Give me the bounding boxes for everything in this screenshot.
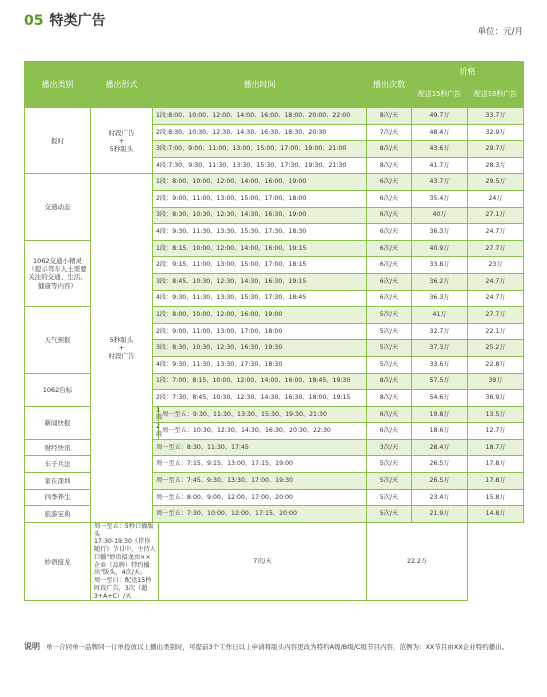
- time-cell: 1段：8:00、10:00、12:00、16:00、19:00: [153, 307, 367, 324]
- header-form: 播出形式: [91, 62, 153, 108]
- price-15s-cell: 49.7万: [412, 108, 468, 125]
- price-10s-cell: 39万: [468, 373, 524, 390]
- price-cell: 22.2万: [367, 522, 468, 601]
- price-10s-cell: 22.8万: [468, 356, 524, 373]
- count-cell: 5次/天: [367, 323, 412, 340]
- time-cell: 周一至五：7:30、10:00、12:00、17:15、20:00: [153, 506, 367, 523]
- form-cell-1: [91, 108, 153, 174]
- form-line: 5秒版头: [109, 144, 134, 153]
- count-cell: 5次/天: [367, 456, 412, 473]
- category-cell: 交通动态: [25, 174, 91, 240]
- price-10s-cell: 17.8万: [468, 456, 524, 473]
- price-15s-cell: 40.9万: [412, 240, 468, 257]
- price-15s-cell: 28.4万: [412, 439, 468, 456]
- price-10s-cell: 27.1万: [468, 207, 524, 224]
- price-10s-cell: 29.5万: [468, 174, 524, 191]
- count-cell: 6次/天: [367, 174, 412, 191]
- time-cell: 3段:7:00、9:00、11:00、13:00、15:00、17:00、19:00、21:00: [153, 141, 367, 158]
- price-10s-cell: 29.7万: [468, 141, 524, 158]
- time-cell: 周一至五：8:30、11:30、17:45: [153, 439, 367, 456]
- count-cell: 6次/天: [367, 257, 412, 274]
- price-15s-cell: 21.9万: [412, 506, 468, 523]
- time-cell: 2段：9:00、11:00、13:00、17:00、18:00: [153, 323, 367, 340]
- price-10s-cell: 24万: [468, 190, 524, 207]
- category-cell: 新闻快报: [25, 406, 91, 439]
- price-15s-cell: 32.7万: [412, 323, 468, 340]
- footnote: [24, 641, 523, 653]
- count-cell: 8次/天: [367, 108, 412, 125]
- price-10s-cell: 15.8万: [468, 489, 524, 506]
- price-10s-cell: 28.3万: [468, 157, 524, 174]
- time-cell: 2段：9:00、11:00、13:00、15:00、17:00、18:00: [153, 190, 367, 207]
- count-cell: 8次/天: [367, 373, 412, 390]
- price-15s-cell: 33.6万: [412, 356, 468, 373]
- time-cell: 4段：9:30、11:30、13:30、15:30、17:30、18:45: [153, 290, 367, 307]
- price-15s-cell: 48.4万: [412, 124, 468, 141]
- time-cell: 2段：7:30、8:45、10:30、12:30、14:30、16:30、18:00、19:15: [153, 390, 367, 407]
- form-line: +: [118, 136, 125, 145]
- segment-cell: 1段: [153, 406, 159, 423]
- time-cell: 周一至五：7:45、9:30、13:30、17:00、19:30: [153, 473, 367, 490]
- price-15s-cell: 57.5万: [412, 373, 468, 390]
- header-price: 价格: [412, 62, 524, 82]
- category-cell: 妙语接龙: [25, 522, 91, 601]
- time-cell: 1段：8:00、10:00、12:00、14:00、16:00、19:00: [153, 174, 367, 191]
- time-line: 17:30-19:30《伴你随行》节目中，主持人口播"妙语接龙由××企业（品牌）特约播出"版头，4次/天。: [94, 538, 156, 577]
- price-10s-cell: 24.7万: [468, 224, 524, 241]
- count-cell: 8次/天: [367, 157, 412, 174]
- price-10s-cell: 13.5万: [468, 406, 524, 423]
- category-cell: 报时: [25, 108, 91, 174]
- time-cell: 4段：9:30、11:30、13:30、17:30、18:30: [153, 356, 367, 373]
- price-15s-cell: 54.6万: [412, 390, 468, 407]
- price-10s-cell: 22.1万: [468, 323, 524, 340]
- price-15s-cell: 36.2万: [412, 273, 468, 290]
- count-cell: 5次/天: [367, 307, 412, 324]
- count-cell: 6次/天: [367, 224, 412, 241]
- time-cell: 1段:8:00、10:00、12:00、14:00、16:00、18:00、20:00、22:00: [153, 108, 367, 125]
- price-15s-cell: 43.6万: [412, 141, 468, 158]
- count-cell: 7次/天: [367, 124, 412, 141]
- category-cell: 财经快讯: [25, 439, 91, 456]
- price-15s-cell: 18.6万: [412, 423, 468, 440]
- category-cell: 家在深圳: [25, 473, 91, 490]
- price-15s-cell: 37.3万: [412, 340, 468, 357]
- table-row: [25, 522, 524, 601]
- time-cell: 周一至五：7:15、9:15、13:00、17:15、19:00: [153, 456, 367, 473]
- header-count: 播出次数: [367, 62, 412, 108]
- price-15s-cell: 23.4万: [412, 489, 468, 506]
- count-cell: 6次/天: [367, 406, 412, 423]
- header-category: 播出类别: [25, 62, 91, 108]
- time-cell: 1段：8:15、10:00、12:00、14:00、16:00、19:15: [153, 240, 367, 257]
- time-cell: [91, 522, 159, 601]
- price-10s-cell: 32.9万: [468, 124, 524, 141]
- price-10s-cell: 33.7万: [468, 108, 524, 125]
- count-cell: 5次/天: [367, 506, 412, 523]
- price-10s-cell: 12.7万: [468, 423, 524, 440]
- time-cell: 3段：8:45、10:30、12:30、14:30、16:30、19:15: [153, 273, 367, 290]
- table-row: [25, 108, 524, 125]
- price-15s-cell: 43.7万: [412, 174, 468, 191]
- count-cell: 3次/天: [367, 439, 412, 456]
- time-cell: 周一至五：9:30、11:30、13:30、15:30、19:30、21:30: [159, 406, 367, 423]
- price-15s-cell: 19.8万: [412, 406, 468, 423]
- time-cell: 1段：7:00、8:15、10:00、12:00、14:00、16:00、18:45、19:30: [153, 373, 367, 390]
- count-cell: 6次/天: [367, 273, 412, 290]
- segment-cell: 2段: [153, 423, 159, 440]
- count-cell: 5次/天: [367, 489, 412, 506]
- count-cell: 8次/天: [367, 141, 412, 158]
- price-10s-cell: 24.7万: [468, 290, 524, 307]
- form-line: 5秒版头: [109, 335, 134, 344]
- price-10s-cell: 23万: [468, 257, 524, 274]
- header-time: 播出时间: [153, 62, 367, 108]
- time-cell: 3段：8:30、10:30、12:30、16:30、19:30: [153, 340, 367, 357]
- footnote-label: 说明: [24, 642, 40, 651]
- form-line: 时段广告: [108, 352, 135, 361]
- count-cell: 6次/天: [367, 240, 412, 257]
- price-10s-cell: 24.7万: [468, 273, 524, 290]
- price-10s-cell: 18.7万: [468, 439, 524, 456]
- count-cell: 5次/天: [367, 356, 412, 373]
- time-line: 周一至五：5秒口播版头: [94, 522, 154, 538]
- page-title: [24, 10, 105, 30]
- time-cell: 周一至五：10:30、12:30、14:30、16:30、20:30、22:30: [159, 423, 367, 440]
- price-10s-cell: 25.2万: [468, 340, 524, 357]
- count-cell: 5次/天: [367, 340, 412, 357]
- price-15s-cell: 40万: [412, 207, 468, 224]
- price-15s-cell: 41万: [412, 307, 468, 324]
- price-15s-cell: 41.7万: [412, 157, 468, 174]
- count-cell: 5次/天: [367, 473, 412, 490]
- price-10s-cell: 14.8万: [468, 506, 524, 523]
- time-cell: 2段:8:30、10:30、12:30、14:30、16:30、18:30、20:30: [153, 124, 367, 141]
- price-15s-cell: 26.5万: [412, 473, 468, 490]
- time-cell: 周一至五：8:00、9:00、12:00、17:00、20:00: [153, 489, 367, 506]
- category-cell: 1062交通小精灵（提示驾车人士需要关注的交通、生活、健康等内容）: [25, 240, 91, 306]
- time-cell: 2段：9:15、11:00、13:00、15:00、17:00、18:15: [153, 257, 367, 274]
- price-10s-cell: 17.8万: [468, 473, 524, 490]
- category-cell: 1062台标: [25, 373, 91, 406]
- header-price-10s: 配送10秒广告: [468, 82, 524, 108]
- category-cell: 旅游宝典: [25, 506, 91, 523]
- time-cell: 4段：9:30、11:30、13:30、15:30、17:30、18:30: [153, 224, 367, 241]
- section-number: 05: [24, 13, 44, 29]
- category-cell: 天气预报: [25, 307, 91, 373]
- section-title: 特类广告: [49, 13, 106, 29]
- price-10s-cell: 36.9万: [468, 390, 524, 407]
- price-15s-cell: 36.3万: [412, 290, 468, 307]
- header-price-15s: 配送15秒广告: [412, 82, 468, 108]
- count-cell: 6次/天: [367, 423, 412, 440]
- count-cell: 6次/天: [367, 290, 412, 307]
- price-15s-cell: 36.3万: [412, 224, 468, 241]
- category-cell: 车子兵法: [25, 456, 91, 473]
- form-cell-2: [91, 174, 153, 522]
- time-cell: 4段:7:30、9:30、11:30、13:30、15:30、17:30、19:30、21:30: [153, 157, 367, 174]
- count-cell: 6次/天: [367, 190, 412, 207]
- count-cell: 8次/天: [367, 390, 412, 407]
- price-15s-cell: 33.8万: [412, 257, 468, 274]
- price-10s-cell: 27.7万: [468, 307, 524, 324]
- price-10s-cell: 27.7万: [468, 240, 524, 257]
- time-cell: 3段：8:30、10:30、12:30、14:30、16:30、19:00: [153, 207, 367, 224]
- form-line: 时段广告: [108, 128, 135, 137]
- table-row: [25, 174, 524, 191]
- price-15s-cell: 35.4万: [412, 190, 468, 207]
- footnote-text: 单一合同单一品牌同一订单投放以上播出类别时，可提前3个工作日以上申请将版头内容更改为特约A级/B级/C级节目内容，范例为：XX节目由XX企业特约播出。: [46, 643, 509, 651]
- count-cell: 6次/天: [367, 207, 412, 224]
- time-line: 周一至日：配送15秒时段广告，3次（超3+A+C）/天: [94, 577, 152, 600]
- price-15s-cell: 26.5万: [412, 456, 468, 473]
- category-cell: 四季养生: [25, 489, 91, 506]
- price-table: [24, 61, 524, 601]
- count-cell: 7次/天: [159, 522, 367, 601]
- form-line: +: [118, 344, 125, 353]
- unit-label: 单位：元/月: [477, 27, 523, 37]
